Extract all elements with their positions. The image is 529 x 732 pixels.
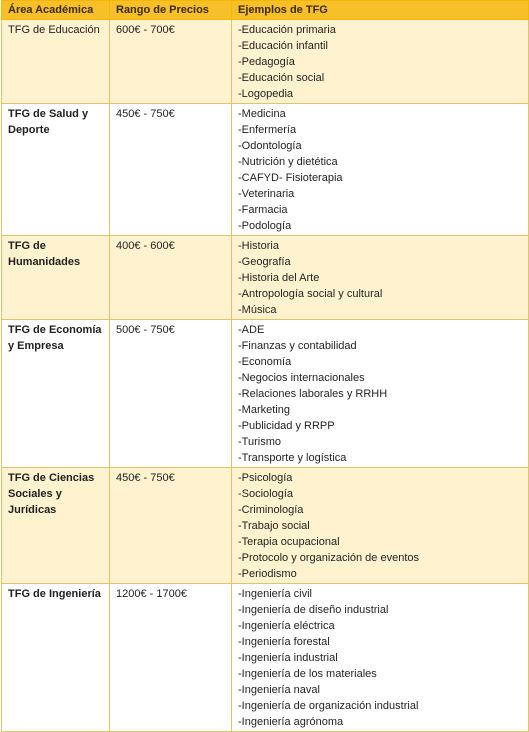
example-item: -Trabajo social bbox=[238, 520, 310, 532]
area-cell: TFG de Economía y Empresa bbox=[2, 320, 110, 468]
example-item: -Nutrición y dietética bbox=[238, 156, 338, 168]
table-row bbox=[2, 320, 529, 468]
table-body bbox=[2, 20, 529, 732]
table-row bbox=[2, 104, 529, 236]
header-price: Rango de Precios bbox=[110, 1, 232, 20]
table-row bbox=[2, 584, 529, 732]
example-item: -Publicidad y RRPP bbox=[238, 420, 335, 432]
price-cell: 400€ - 600€ bbox=[110, 236, 232, 320]
example-item: -Marketing bbox=[238, 404, 290, 416]
area-cell: TFG de Ingeniería bbox=[2, 584, 110, 732]
header-examples: Ejemplos de TFG bbox=[232, 1, 529, 20]
example-item: -Logopedia bbox=[238, 88, 294, 100]
example-item: -Finanzas y contabilidad bbox=[238, 340, 357, 352]
example-item: -Psicología bbox=[238, 472, 293, 484]
price-cell: 450€ - 750€ bbox=[110, 104, 232, 236]
example-item: -Enfermería bbox=[238, 124, 297, 136]
examples-cell bbox=[232, 104, 529, 236]
area-cell: TFG de Salud y Deporte bbox=[2, 104, 110, 236]
price-cell: 500€ - 750€ bbox=[110, 320, 232, 468]
example-item: -Relaciones laborales y RRHH bbox=[238, 388, 388, 400]
example-item: -Ingeniería forestal bbox=[238, 636, 330, 648]
examples-cell bbox=[232, 20, 529, 104]
example-item: -Turismo bbox=[238, 436, 281, 448]
example-item: -Transporte y logística bbox=[238, 452, 347, 464]
example-item: -Veterinaria bbox=[238, 188, 295, 200]
example-item: -Odontología bbox=[238, 140, 302, 152]
example-item: -Farmacia bbox=[238, 204, 288, 216]
example-item: -Protocolo y organización de eventos bbox=[238, 552, 419, 564]
example-item: -Ingeniería de organización industrial bbox=[238, 700, 419, 712]
example-item: -Ingeniería de los materiales bbox=[238, 668, 377, 680]
example-item: -Sociología bbox=[238, 488, 294, 500]
example-item: -CAFYD- Fisioterapia bbox=[238, 172, 343, 184]
example-item: -Criminología bbox=[238, 504, 304, 516]
examples-cell bbox=[232, 584, 529, 732]
example-item: -Economía bbox=[238, 356, 292, 368]
examples-cell bbox=[232, 468, 529, 584]
example-item: -Negocios internacionales bbox=[238, 372, 365, 384]
example-item: -Geografía bbox=[238, 256, 291, 268]
area-cell: TFG de Ciencias Sociales y Jurídicas bbox=[2, 468, 110, 584]
example-item: -Historia del Arte bbox=[238, 272, 320, 284]
price-cell: 1200€ - 1700€ bbox=[110, 584, 232, 732]
example-item: -Ingeniería agrónoma bbox=[238, 716, 344, 728]
examples-cell bbox=[232, 236, 529, 320]
example-item: -Pedagogía bbox=[238, 56, 295, 68]
header-row bbox=[2, 1, 529, 20]
example-item: -Terapia ocupacional bbox=[238, 536, 340, 548]
example-item: -Medicina bbox=[238, 108, 286, 120]
area-cell: TFG de Educación bbox=[2, 20, 110, 104]
table-row bbox=[2, 468, 529, 584]
example-item: -Historia bbox=[238, 240, 279, 252]
example-item: -ADE bbox=[238, 324, 265, 336]
example-item: -Ingeniería civil bbox=[238, 588, 312, 600]
header-area: Área Académica bbox=[2, 1, 110, 20]
example-item: -Ingeniería de diseño industrial bbox=[238, 604, 389, 616]
area-cell: TFG de Humanidades bbox=[2, 236, 110, 320]
example-item: -Antropología social y cultural bbox=[238, 288, 383, 300]
example-item: -Ingeniería eléctrica bbox=[238, 620, 335, 632]
price-cell: 600€ - 700€ bbox=[110, 20, 232, 104]
example-item: -Periodismo bbox=[238, 568, 297, 580]
example-item: -Educación infantil bbox=[238, 40, 328, 52]
table-row bbox=[2, 236, 529, 320]
example-item: -Música bbox=[238, 304, 277, 316]
example-item: -Educación primaria bbox=[238, 24, 336, 36]
example-item: -Educación social bbox=[238, 72, 325, 84]
example-item: -Podología bbox=[238, 220, 292, 232]
examples-cell bbox=[232, 320, 529, 468]
price-cell: 450€ - 750€ bbox=[110, 468, 232, 584]
example-item: -Ingeniería naval bbox=[238, 684, 320, 696]
table-row bbox=[2, 20, 529, 104]
tfg-price-table bbox=[1, 0, 529, 732]
example-item: -Ingeniería industrial bbox=[238, 652, 338, 664]
